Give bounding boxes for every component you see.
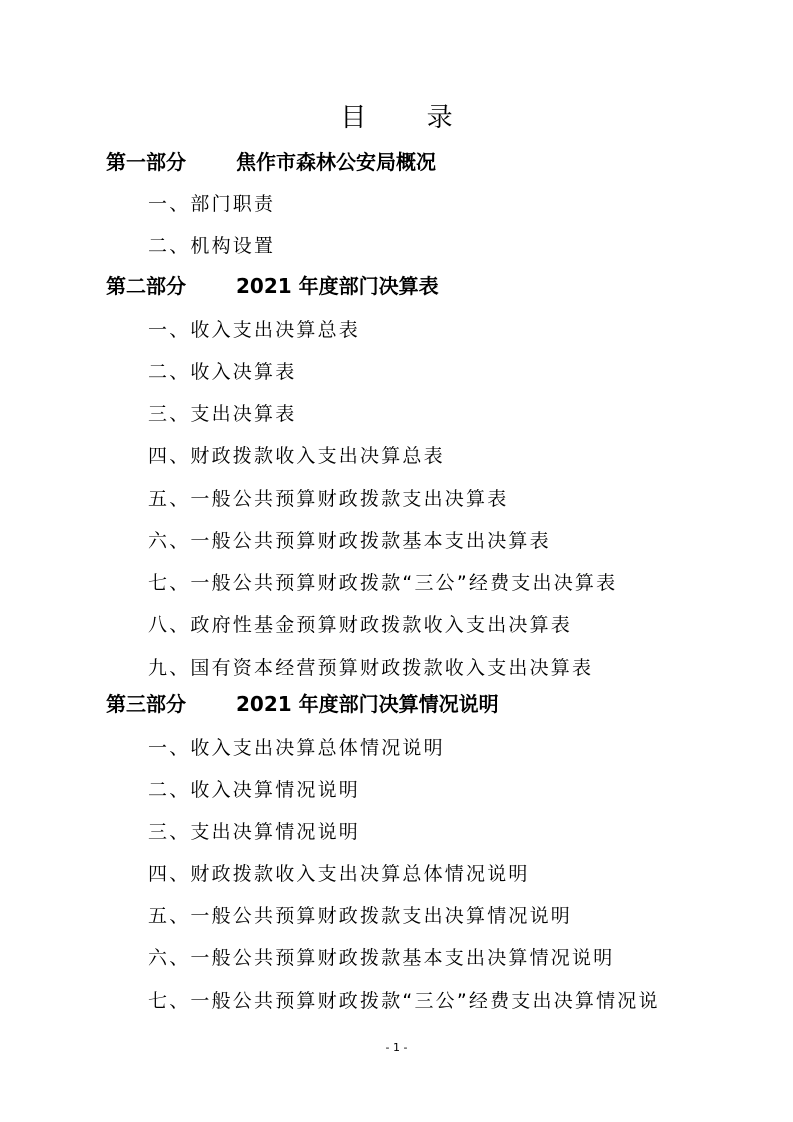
part-title: 焦作市森林公安局概况 (236, 150, 436, 174)
part-title: 2021 年度部门决算情况说明 (236, 692, 499, 716)
part-heading-1 (106, 148, 436, 176)
toc-title: 目 录 (340, 103, 479, 133)
toc-item: 一、部门职责 (148, 193, 276, 215)
toc-item: 一、收入支出决算总体情况说明 (148, 737, 445, 759)
toc-item: 三、支出决算表 (148, 403, 297, 425)
part-label: 第一部分 (106, 150, 186, 174)
part-heading-3 (106, 690, 499, 718)
toc-item: 二、机构设置 (148, 235, 276, 257)
page-number: - 1 - (385, 1041, 408, 1054)
part-title: 2021 年度部门决算表 (236, 274, 439, 298)
part-label: 第二部分 (106, 274, 186, 298)
toc-item: 三、支出决算情况说明 (148, 821, 361, 843)
toc-item: 七、一般公共预算财政拨款“三公”经费支出决算情况说 (148, 990, 660, 1012)
toc-item: 七、一般公共预算财政拨款“三公”经费支出决算表 (148, 572, 618, 594)
toc-item: 五、一般公共预算财政拨款支出决算情况说明 (148, 905, 573, 927)
toc-item: 八、政府性基金预算财政拨款收入支出决算表 (148, 614, 573, 636)
toc-item: 九、国有资本经营预算财政拨款收入支出决算表 (148, 657, 594, 679)
toc-item: 五、一般公共预算财政拨款支出决算表 (148, 488, 509, 510)
toc-item: 一、收入支出决算总表 (148, 319, 361, 341)
toc-item: 二、收入决算情况说明 (148, 779, 361, 801)
part-label: 第三部分 (106, 692, 186, 716)
toc-item: 六、一般公共预算财政拨款基本支出决算表 (148, 530, 551, 552)
toc-item: 四、财政拨款收入支出决算总体情况说明 (148, 863, 530, 885)
toc-item: 四、财政拨款收入支出决算总表 (148, 445, 445, 467)
toc-item: 六、一般公共预算财政拨款基本支出决算情况说明 (148, 947, 615, 969)
toc-item: 二、收入决算表 (148, 361, 297, 383)
part-heading-2 (106, 272, 439, 300)
